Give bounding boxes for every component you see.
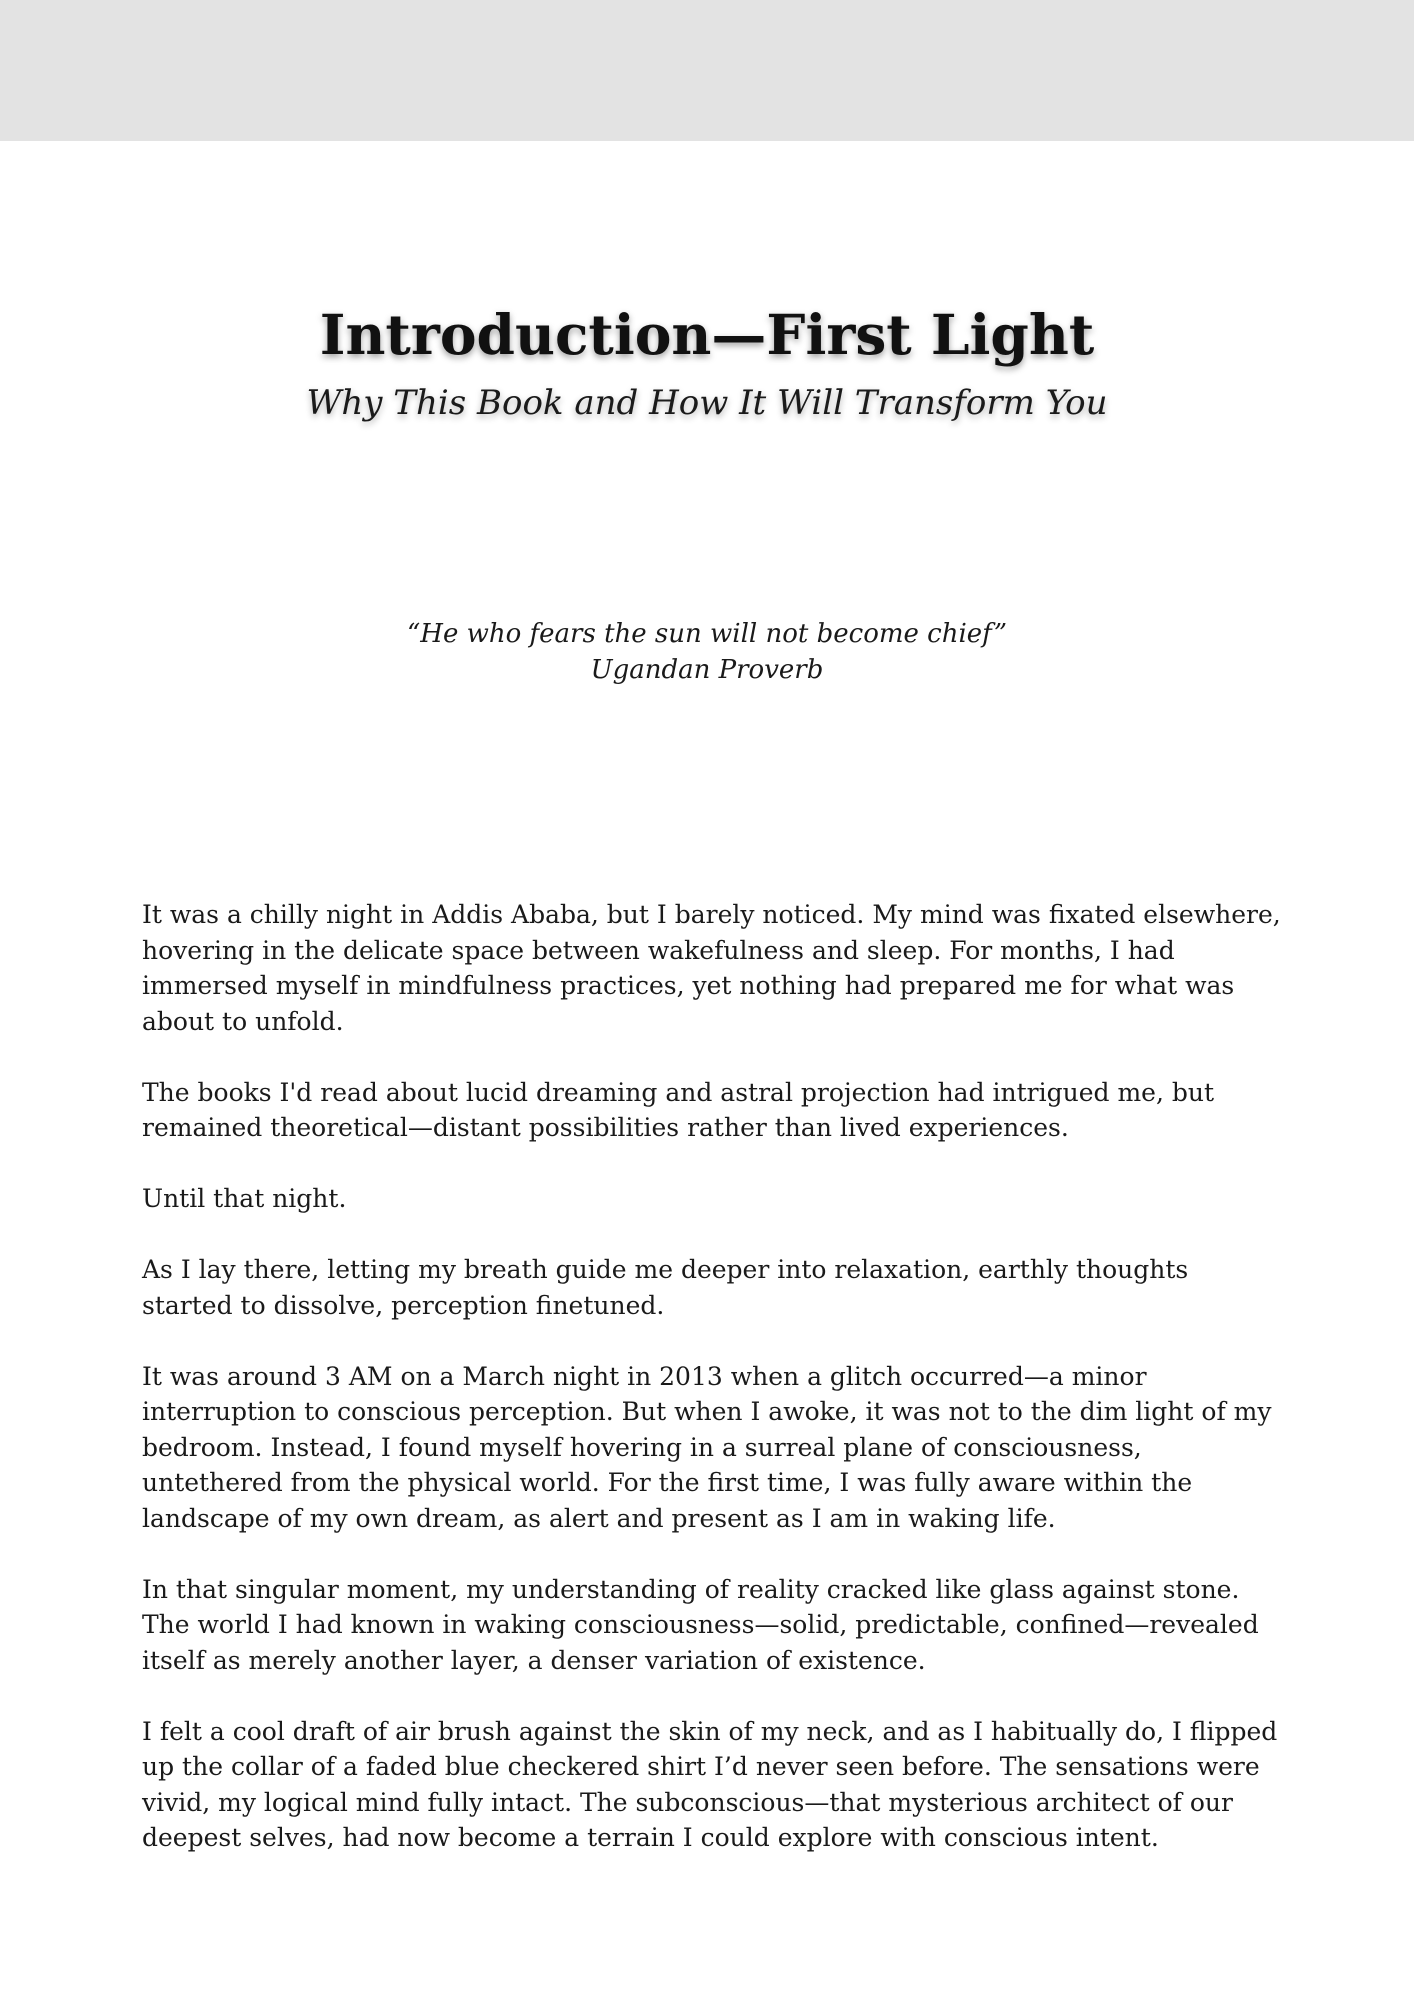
chapter-subtitle: Why This Book and How It Will Transform You (306, 383, 1108, 423)
paragraph: It was a chilly night in Addis Ababa, but I barely noticed. My mind was fixated elsewhere, hovering in the delicate space between wakefulness and sleep. For months, I had immersed myself in mindfulness practices, yet nothing had prepared me for what was about to unfold. (142, 900, 1281, 1036)
paragraph: Until that night. (142, 1184, 347, 1213)
paragraph: It was around 3 AM on a March night in 2013 when a glitch occurred—a minor interruption to conscious perception. But when I awoke, it was not to the dim light of my bedroom. Instead, I found myself hovering in a surreal plane of consciousness, untethered from the physical world. For the first time, I was fully aware within the landscape of my own dream, as alert and present as I am in waking life. (142, 1361, 1272, 1533)
epigraph-quote: “He who fears the sun will not become chief” (407, 619, 1007, 649)
epigraph (0, 616, 1414, 688)
epigraph-attribution: Ugandan Proverb (590, 655, 824, 685)
paragraph: I felt a cool draft of air brush against the skin of my neck, and as I habitually do, I flipped up the collar of a faded blue checkered shirt I’d never seen before. The sensations were vivid, my logical mind fully intact. The subconscious—that mysterious architect of our deepest selves, had now become a terrain I could explore with conscious intent. (142, 1716, 1278, 1852)
top-margin-band (0, 0, 1414, 141)
body-text (142, 897, 1282, 1891)
chapter-title: Introduction—First Light (319, 302, 1095, 367)
paragraph: As I lay there, letting my breath guide me deeper into relaxation, earthly thoughts started to dissolve, perception finetuned. (142, 1255, 1189, 1320)
paragraph: The books I'd read about lucid dreaming and astral projection had intrigued me, but remained theoretical—distant possibilities rather than lived experiences. (142, 1077, 1215, 1142)
paragraph: In that singular moment, my understanding of reality cracked like glass against stone. The world I had known in waking consciousness—solid, predictable, confined—revealed itself as merely another layer, a denser variation of existence. (142, 1574, 1259, 1675)
